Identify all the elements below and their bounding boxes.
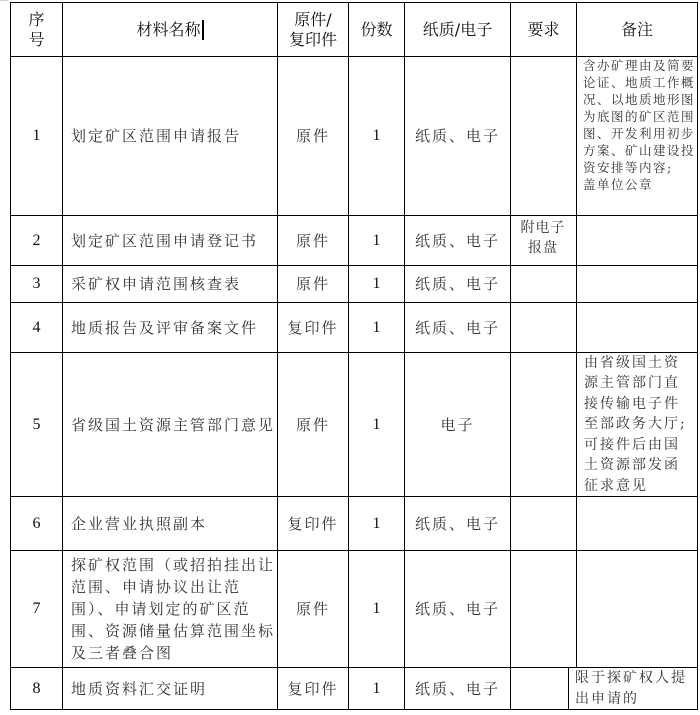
header-requirement — [511, 3, 576, 56]
row8-requirement — [511, 668, 568, 709]
header-index-line2: 号 — [28, 29, 45, 49]
row3-copies: 1 — [372, 275, 381, 292]
row5-format: 电子 — [440, 415, 475, 434]
row3-notes — [577, 266, 697, 302]
row6-notes — [577, 497, 697, 550]
header-index — [11, 3, 62, 56]
row7-copies: 1 — [372, 600, 381, 617]
row6-type: 复印件 — [287, 514, 339, 533]
row5-type: 原件 — [295, 415, 330, 434]
row7-type: 原件 — [295, 600, 330, 618]
row2-copies: 1 — [372, 231, 381, 249]
row5-name: 省级国土资源主管部门意见 — [71, 415, 275, 434]
row1-copies: 1 — [372, 127, 381, 144]
row2-type: 原件 — [295, 231, 330, 250]
header-type-line1: 原件/ — [294, 9, 332, 29]
row4-name: 地质报告及评审备案文件 — [71, 318, 259, 337]
row4-requirement — [511, 303, 576, 352]
header-index-line1: 序 — [28, 9, 45, 29]
row2-requirement: 附电子报盘 — [520, 220, 566, 256]
row3-requirement — [511, 266, 576, 302]
header-format — [405, 3, 510, 56]
row8-format: 纸质、电子 — [414, 679, 500, 698]
row4-index: 4 — [32, 318, 41, 336]
row1-type: 原件 — [295, 127, 330, 145]
row5-notes: 由省级国土资源主管部门直接传输电子件至部政务大厅;可接件后由国土资源部发函征求意见 — [584, 354, 687, 494]
page-corner-mark — [0, 0, 8, 1]
row8-copies: 1 — [372, 679, 381, 697]
row4-notes — [577, 303, 697, 352]
row3-name: 采矿权申请范围核查表 — [71, 275, 242, 293]
row4-copies: 1 — [372, 318, 381, 336]
row5-copies: 1 — [372, 415, 381, 433]
header-type — [278, 3, 348, 56]
row7-requirement — [511, 551, 576, 667]
row6-format: 纸质、电子 — [414, 514, 500, 533]
header-name — [63, 3, 277, 56]
row1-format: 纸质、电子 — [414, 127, 500, 145]
header-type-line2: 复印件 — [288, 29, 337, 49]
row2-index: 2 — [32, 231, 41, 249]
row4-type: 复印件 — [287, 318, 339, 337]
header-name-label: 材料名称 — [136, 19, 201, 39]
row5-index: 5 — [32, 415, 41, 433]
col-divider — [62, 2, 63, 710]
header-notes-label: 备注 — [620, 19, 653, 39]
row1-notes — [583, 57, 695, 215]
row1-name: 划定矿区范围申请报告 — [71, 127, 242, 145]
row1-notes-text: 含办矿理由及简要论证、地质工作概况、以地质地形图为底图的矿区范围图、开发利用初步方案、矿山建设投资安排等内容; — [583, 58, 695, 175]
col-divider-last-row — [568, 667, 569, 710]
row2-name: 划定矿区范围申请登记书 — [71, 231, 259, 250]
header-requirement-label: 要求 — [527, 19, 560, 39]
row8-type: 复印件 — [287, 679, 339, 698]
header-notes — [577, 3, 697, 56]
row1-index: 1 — [32, 127, 41, 144]
row7-name: 探矿权范围（或招拍挂出让范围、申请协议出让范围）、申请划定的矿区范围、资源储量估算范围坐标及三者叠合图 — [71, 556, 275, 662]
text-cursor — [202, 20, 204, 40]
row4-format: 纸质、电子 — [414, 318, 500, 337]
row6-name: 企业营业执照副本 — [71, 514, 208, 533]
row8-index: 8 — [32, 679, 41, 697]
row1-notes-seal: 盖单位公章 — [583, 177, 654, 192]
row3-index: 3 — [32, 275, 41, 292]
row3-type: 原件 — [295, 275, 330, 293]
row1-requirement — [511, 57, 576, 215]
row5-requirement — [511, 353, 576, 496]
header-format-label: 纸质/电子 — [422, 19, 493, 39]
row6-index: 6 — [32, 514, 41, 532]
table-border-right — [697, 2, 698, 710]
row3-format: 纸质、电子 — [414, 275, 500, 293]
header-copies — [349, 3, 404, 56]
row7-index: 7 — [32, 600, 41, 617]
table-border-bottom — [10, 709, 698, 710]
row6-copies: 1 — [372, 514, 381, 532]
row2-notes — [577, 216, 697, 265]
header-copies-label: 份数 — [360, 19, 393, 39]
row7-notes — [577, 551, 697, 667]
row8-name: 地质资料汇交证明 — [71, 679, 208, 698]
row8-notes: 限于探矿权人提出申请的 — [575, 670, 687, 707]
row7-format: 纸质、电子 — [414, 600, 500, 618]
row2-format: 纸质、电子 — [414, 231, 500, 250]
row6-requirement — [511, 497, 576, 550]
